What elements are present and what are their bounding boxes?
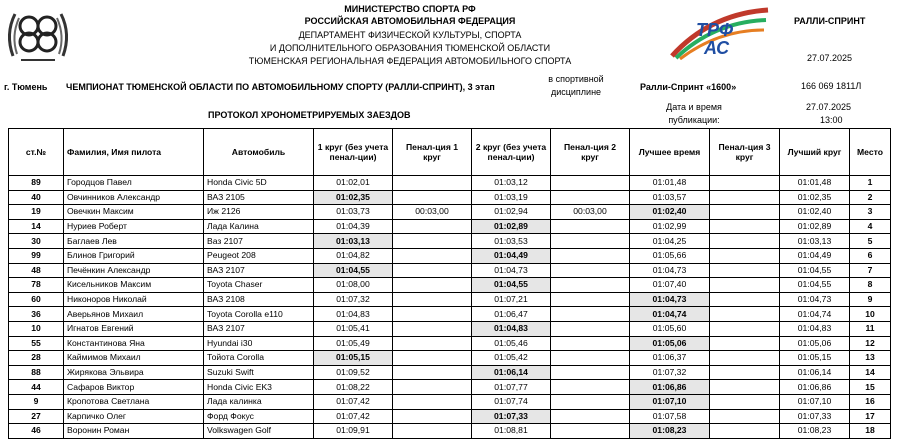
lap2-time-cell: 01:04,55 — [472, 278, 551, 293]
place-cell: 6 — [850, 248, 891, 263]
car-name-cell: Peugeot 208 — [204, 248, 314, 263]
lap1-time-cell: 01:08,22 — [314, 380, 393, 395]
lap2-penalty-cell — [551, 394, 630, 409]
col-header-car: Автомобиль — [204, 129, 314, 176]
lap3-penalty-cell — [710, 321, 780, 336]
lap1-penalty-cell — [393, 219, 472, 234]
car-name-cell: Hyundai i30 — [204, 336, 314, 351]
lap3-penalty-cell — [710, 394, 780, 409]
best-time-cell: 01:05,60 — [630, 321, 710, 336]
department-line-1: ДЕПАРТАМЕНТ ФИЗИЧЕСКОЙ КУЛЬТУРЫ, СПОРТА — [298, 30, 522, 40]
col-header-name: Фамилия, Имя пилота — [64, 129, 204, 176]
discipline-title: РАЛЛИ-СПРИНТ — [794, 16, 866, 26]
car-name-cell: Toyota Chaser — [204, 278, 314, 293]
lap1-penalty-cell — [393, 190, 472, 205]
place-cell: 13 — [850, 351, 891, 366]
car-name-cell: Volkswagen Golf — [204, 424, 314, 439]
lap3-penalty-cell — [710, 219, 780, 234]
best-lap-cell: 01:05,06 — [780, 336, 850, 351]
car-name-cell: Honda Civic EK3 — [204, 380, 314, 395]
best-time-cell: 01:02,40 — [630, 205, 710, 220]
place-cell: 10 — [850, 307, 891, 322]
col-header-best-time: Лучшее время — [630, 129, 710, 176]
lap3-penalty-cell — [710, 424, 780, 439]
row-num-cell: 89 — [9, 176, 64, 191]
row-num-cell: 36 — [9, 307, 64, 322]
col-header-place: Место — [850, 129, 891, 176]
lap1-time-cell: 01:05,15 — [314, 351, 393, 366]
best-time-cell: 01:08,23 — [630, 424, 710, 439]
table-row — [9, 321, 891, 336]
best-time-cell: 01:06,37 — [630, 351, 710, 366]
lap2-time-cell: 01:04,83 — [472, 321, 551, 336]
place-cell: 17 — [850, 409, 891, 424]
table-row — [9, 234, 891, 249]
lap3-penalty-cell — [710, 380, 780, 395]
lap2-time-cell: 01:06,14 — [472, 365, 551, 380]
best-time-cell: 01:07,32 — [630, 365, 710, 380]
row-num-cell: 55 — [9, 336, 64, 351]
lap3-penalty-cell — [710, 365, 780, 380]
best-lap-cell: 01:02,89 — [780, 219, 850, 234]
best-lap-cell: 01:04,55 — [780, 278, 850, 293]
pilot-name-cell: Игнатов Евгений — [64, 321, 204, 336]
lap3-penalty-cell — [710, 292, 780, 307]
table-row — [9, 394, 891, 409]
lap2-penalty-cell: 00:03,00 — [551, 205, 630, 220]
row-num-cell: 99 — [9, 248, 64, 263]
lap1-time-cell: 01:04,39 — [314, 219, 393, 234]
lap2-penalty-cell — [551, 278, 630, 293]
lap2-time-cell: 01:03,53 — [472, 234, 551, 249]
car-name-cell: Ваз 2107 — [204, 234, 314, 249]
lap2-time-cell: 01:02,89 — [472, 219, 551, 234]
lap2-penalty-cell — [551, 424, 630, 439]
best-lap-cell: 01:06,86 — [780, 380, 850, 395]
lap2-time-cell: 01:08,81 — [472, 424, 551, 439]
table-row — [9, 365, 891, 380]
publication-date: 27.07.2025 — [806, 102, 852, 112]
discipline-label-1: в спортивной — [548, 74, 604, 84]
lap3-penalty-cell — [710, 263, 780, 278]
row-num-cell: 46 — [9, 424, 64, 439]
best-lap-cell: 01:06,14 — [780, 365, 850, 380]
best-time-cell: 01:01,48 — [630, 176, 710, 191]
best-lap-cell: 01:02,35 — [780, 190, 850, 205]
svg-text:ТРФ: ТРФ — [696, 20, 734, 40]
lap1-penalty-cell — [393, 409, 472, 424]
lap3-penalty-cell — [710, 409, 780, 424]
lap1-penalty-cell — [393, 234, 472, 249]
place-cell: 9 — [850, 292, 891, 307]
city: г. Тюмень — [4, 82, 48, 92]
lap1-penalty-cell — [393, 394, 472, 409]
best-time-cell: 01:03,57 — [630, 190, 710, 205]
lap1-time-cell: 01:08,00 — [314, 278, 393, 293]
row-num-cell: 14 — [9, 219, 64, 234]
best-lap-cell: 01:07,10 — [780, 394, 850, 409]
lap2-time-cell: 01:07,21 — [472, 292, 551, 307]
lap1-penalty-cell: 00:03,00 — [393, 205, 472, 220]
pilot-name-cell: Никоноров Николай — [64, 292, 204, 307]
best-lap-cell: 01:05,15 — [780, 351, 850, 366]
col-header-best-lap: Лучший круг — [780, 129, 850, 176]
pilot-name-cell: Сафаров Виктор — [64, 380, 204, 395]
car-name-cell: Лада Калина — [204, 219, 314, 234]
table-row — [9, 292, 891, 307]
table-row — [9, 336, 891, 351]
results-table — [8, 128, 891, 439]
lap1-penalty-cell — [393, 380, 472, 395]
lap2-penalty-cell — [551, 380, 630, 395]
car-name-cell: Лада калинка — [204, 394, 314, 409]
place-cell: 14 — [850, 365, 891, 380]
lap1-penalty-cell — [393, 263, 472, 278]
pilot-name-cell: Кисельников Максим — [64, 278, 204, 293]
col-header-pen3: Пенал-ция 3 круг — [710, 129, 780, 176]
federation-emblem-logo — [3, 4, 73, 64]
ministry-title: МИНИСТЕРСТВО СПОРТА РФ — [344, 4, 476, 14]
pilot-name-cell: Жирякова Эльвира — [64, 365, 204, 380]
place-cell: 16 — [850, 394, 891, 409]
row-num-cell: 78 — [9, 278, 64, 293]
table-row — [9, 176, 891, 191]
table-row — [9, 219, 891, 234]
pilot-name-cell: Карпичко Олег — [64, 409, 204, 424]
lap2-time-cell: 01:03,19 — [472, 190, 551, 205]
pilot-name-cell: Овечкин Максим — [64, 205, 204, 220]
place-cell: 1 — [850, 176, 891, 191]
best-time-cell: 01:04,73 — [630, 263, 710, 278]
lap1-time-cell: 01:07,32 — [314, 292, 393, 307]
best-time-cell: 01:04,73 — [630, 292, 710, 307]
car-name-cell: Honda Civic 5D — [204, 176, 314, 191]
car-name-cell: Toyota Corolla e110 — [204, 307, 314, 322]
lap2-time-cell: 01:06,47 — [472, 307, 551, 322]
best-time-cell: 01:06,86 — [630, 380, 710, 395]
place-cell: 2 — [850, 190, 891, 205]
lap1-penalty-cell — [393, 292, 472, 307]
best-time-cell: 01:05,66 — [630, 248, 710, 263]
table-row — [9, 278, 891, 293]
best-lap-cell: 01:04,74 — [780, 307, 850, 322]
department-line-2: И ДОПОЛНИТЕЛЬНОГО ОБРАЗОВАНИЯ ТЮМЕНСКОЙ ОБЛАСТИ — [269, 43, 551, 53]
row-num-cell: 48 — [9, 263, 64, 278]
lap2-time-cell: 01:07,77 — [472, 380, 551, 395]
best-time-cell: 01:07,40 — [630, 278, 710, 293]
lap3-penalty-cell — [710, 205, 780, 220]
place-cell: 18 — [850, 424, 891, 439]
best-time-cell: 01:05,06 — [630, 336, 710, 351]
best-lap-cell: 01:07,33 — [780, 409, 850, 424]
car-name-cell: Форд Фокус — [204, 409, 314, 424]
lap2-penalty-cell — [551, 234, 630, 249]
place-cell: 7 — [850, 263, 891, 278]
car-name-cell: Иж 2126 — [204, 205, 314, 220]
lap3-penalty-cell — [710, 248, 780, 263]
lap2-time-cell: 01:07,74 — [472, 394, 551, 409]
lap1-time-cell: 01:02,01 — [314, 176, 393, 191]
lap2-penalty-cell — [551, 190, 630, 205]
lap2-time-cell: 01:05,42 — [472, 351, 551, 366]
row-num-cell: 10 — [9, 321, 64, 336]
lap2-penalty-cell — [551, 307, 630, 322]
lap1-time-cell: 01:03,13 — [314, 234, 393, 249]
best-lap-cell: 01:08,23 — [780, 424, 850, 439]
table-row — [9, 190, 891, 205]
row-num-cell: 60 — [9, 292, 64, 307]
pilot-name-cell: Блинов Григорий — [64, 248, 204, 263]
lap1-penalty-cell — [393, 321, 472, 336]
col-header-pen2: Пенал-ция 2 круг — [551, 129, 630, 176]
table-row — [9, 424, 891, 439]
lap1-penalty-cell — [393, 278, 472, 293]
lap2-penalty-cell — [551, 365, 630, 380]
lap1-penalty-cell — [393, 365, 472, 380]
lap3-penalty-cell — [710, 190, 780, 205]
svg-text:АС: АС — [704, 38, 730, 58]
lap1-penalty-cell — [393, 351, 472, 366]
lap1-penalty-cell — [393, 307, 472, 322]
results-body — [9, 176, 891, 439]
publication-label-1: Дата и время — [666, 102, 722, 112]
lap1-time-cell: 01:02,35 — [314, 190, 393, 205]
row-num-cell: 27 — [9, 409, 64, 424]
pilot-name-cell: Воронин Роман — [64, 424, 204, 439]
pilot-name-cell: Баглаев Лев — [64, 234, 204, 249]
lap1-penalty-cell — [393, 424, 472, 439]
best-lap-cell: 01:04,73 — [780, 292, 850, 307]
lap1-penalty-cell — [393, 336, 472, 351]
championship-title: ЧЕМПИОНАТ ТЮМЕНСКОЙ ОБЛАСТИ ПО АВТОМОБИЛЬНОМУ СПОРТУ (РАЛЛИ-СПРИНТ), 3 этап — [66, 82, 495, 92]
trfas-logo — [670, 6, 770, 60]
lap1-time-cell: 01:03,73 — [314, 205, 393, 220]
lap2-penalty-cell — [551, 263, 630, 278]
table-row — [9, 380, 891, 395]
car-name-cell: ВАЗ 2107 — [204, 321, 314, 336]
event-code: 166 069 1811Л — [801, 81, 862, 91]
car-name-cell: Suzuki Swift — [204, 365, 314, 380]
place-cell: 3 — [850, 205, 891, 220]
lap3-penalty-cell — [710, 176, 780, 191]
lap2-time-cell: 01:03,12 — [472, 176, 551, 191]
best-lap-cell: 01:03,13 — [780, 234, 850, 249]
event-date: 27.07.2025 — [807, 53, 853, 63]
lap2-penalty-cell — [551, 336, 630, 351]
place-cell: 11 — [850, 321, 891, 336]
lap3-penalty-cell — [710, 278, 780, 293]
pilot-name-cell: Овчинников Александр — [64, 190, 204, 205]
row-num-cell: 44 — [9, 380, 64, 395]
table-row — [9, 351, 891, 366]
lap2-penalty-cell — [551, 292, 630, 307]
pilot-name-cell: Константинова Яна — [64, 336, 204, 351]
best-time-cell: 01:04,25 — [630, 234, 710, 249]
lap3-penalty-cell — [710, 351, 780, 366]
lap1-time-cell: 01:04,82 — [314, 248, 393, 263]
table-row — [9, 248, 891, 263]
col-header-num: ст.№ — [9, 129, 64, 176]
row-num-cell: 9 — [9, 394, 64, 409]
lap3-penalty-cell — [710, 307, 780, 322]
regional-federation: ТЮМЕНСКАЯ РЕГИОНАЛЬНАЯ ФЕДЕРАЦИЯ АВТОМОБИЛЬНОГО СПОРТА — [248, 56, 572, 66]
car-name-cell: ВАЗ 2108 — [204, 292, 314, 307]
row-num-cell: 40 — [9, 190, 64, 205]
best-lap-cell: 01:04,55 — [780, 263, 850, 278]
lap1-time-cell: 01:07,42 — [314, 409, 393, 424]
best-lap-cell: 01:02,40 — [780, 205, 850, 220]
lap1-time-cell: 01:05,41 — [314, 321, 393, 336]
place-cell: 12 — [850, 336, 891, 351]
best-time-cell: 01:07,58 — [630, 409, 710, 424]
publication-time: 13:00 — [820, 115, 843, 125]
lap2-penalty-cell — [551, 351, 630, 366]
col-header-lap2: 2 круг (без учета пенал-ции) — [472, 129, 551, 176]
place-cell: 8 — [850, 278, 891, 293]
lap2-time-cell: 01:05,46 — [472, 336, 551, 351]
car-name-cell: ВАЗ 2105 — [204, 190, 314, 205]
lap2-penalty-cell — [551, 248, 630, 263]
lap1-time-cell: 01:09,52 — [314, 365, 393, 380]
place-cell: 4 — [850, 219, 891, 234]
lap2-time-cell: 01:04,49 — [472, 248, 551, 263]
lap2-penalty-cell — [551, 409, 630, 424]
lap1-penalty-cell — [393, 176, 472, 191]
row-num-cell: 88 — [9, 365, 64, 380]
table-header-row — [9, 129, 891, 176]
pilot-name-cell: Городцов Павел — [64, 176, 204, 191]
publication-label-2: публикации: — [668, 115, 720, 125]
lap1-time-cell: 01:05,49 — [314, 336, 393, 351]
place-cell: 15 — [850, 380, 891, 395]
class-name: Ралли-Спринт «1600» — [640, 82, 737, 92]
car-name-cell: ВАЗ 2107 — [204, 263, 314, 278]
row-num-cell: 19 — [9, 205, 64, 220]
lap1-time-cell: 01:04,55 — [314, 263, 393, 278]
table-row — [9, 205, 891, 220]
lap2-penalty-cell — [551, 176, 630, 191]
best-time-cell: 01:04,74 — [630, 307, 710, 322]
pilot-name-cell: Аверьянов Михаил — [64, 307, 204, 322]
col-header-pen1: Пенал-ция 1 круг — [393, 129, 472, 176]
row-num-cell: 30 — [9, 234, 64, 249]
pilot-name-cell: Печёнкин Александр — [64, 263, 204, 278]
car-name-cell: Тойота Corolla — [204, 351, 314, 366]
lap2-penalty-cell — [551, 321, 630, 336]
lap1-time-cell: 01:04,83 — [314, 307, 393, 322]
lap1-time-cell: 01:09,91 — [314, 424, 393, 439]
best-lap-cell: 01:04,83 — [780, 321, 850, 336]
best-lap-cell: 01:04,49 — [780, 248, 850, 263]
best-lap-cell: 01:01,48 — [780, 176, 850, 191]
lap1-time-cell: 01:07,42 — [314, 394, 393, 409]
table-row — [9, 409, 891, 424]
discipline-label-2: дисциплине — [550, 87, 602, 97]
lap3-penalty-cell — [710, 234, 780, 249]
protocol-title: ПРОТОКОЛ ХРОНОМЕТРИРУЕМЫХ ЗАЕЗДОВ — [208, 110, 411, 120]
federation-title: РОССИЙСКАЯ АВТОМОБИЛЬНАЯ ФЕДЕРАЦИЯ — [304, 16, 516, 26]
table-row — [9, 307, 891, 322]
pilot-name-cell: Кропотова Светлана — [64, 394, 204, 409]
lap2-time-cell: 01:07,33 — [472, 409, 551, 424]
best-time-cell: 01:07,10 — [630, 394, 710, 409]
lap1-penalty-cell — [393, 248, 472, 263]
table-row — [9, 263, 891, 278]
lap2-time-cell: 01:04,73 — [472, 263, 551, 278]
lap2-penalty-cell — [551, 219, 630, 234]
pilot-name-cell: Каймимов Михаил — [64, 351, 204, 366]
lap3-penalty-cell — [710, 336, 780, 351]
pilot-name-cell: Нуриев Роберт — [64, 219, 204, 234]
lap2-time-cell: 01:02,94 — [472, 205, 551, 220]
best-time-cell: 01:02,99 — [630, 219, 710, 234]
col-header-lap1: 1 круг (без учета пенал-ции) — [314, 129, 393, 176]
place-cell: 5 — [850, 234, 891, 249]
row-num-cell: 28 — [9, 351, 64, 366]
